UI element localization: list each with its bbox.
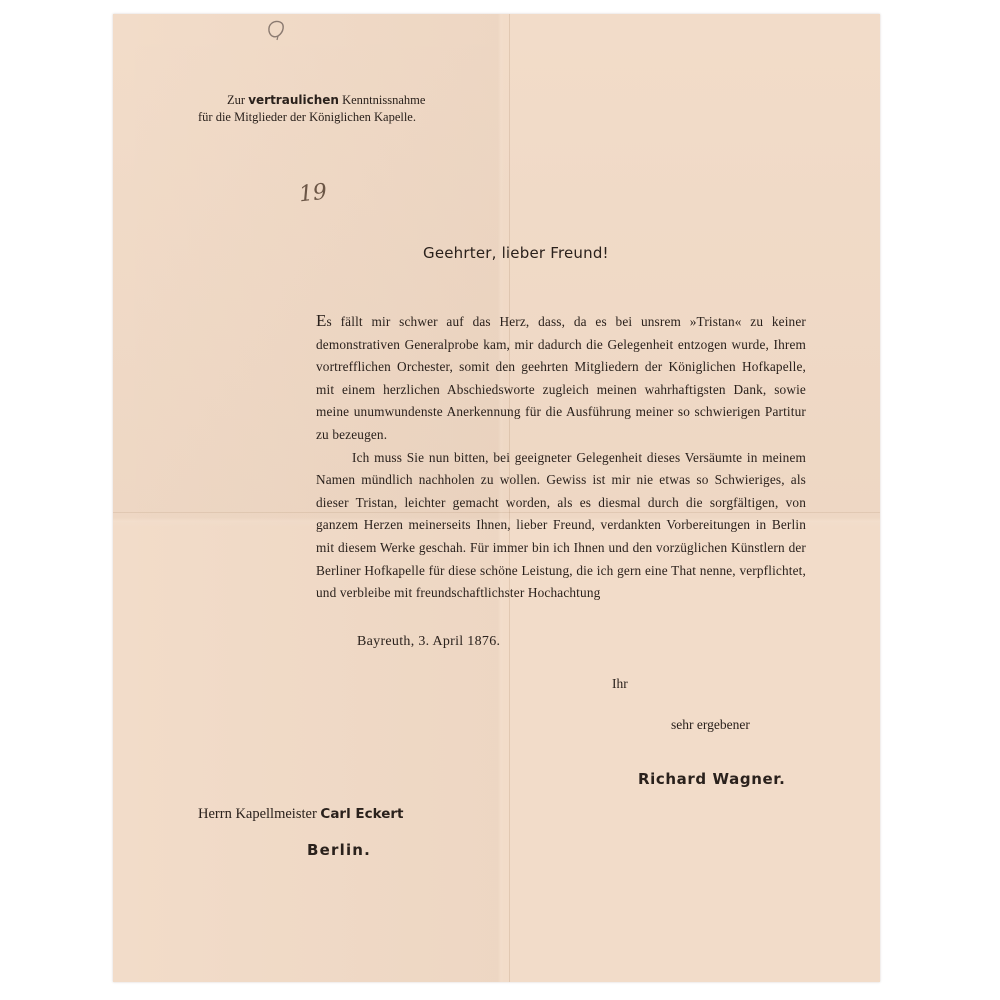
body-paragraph-1: [316, 310, 806, 447]
paragraph-1-text: s fällt mir schwer auf das Herz, dass, da es bei unsrem »Tristan« zu keiner demonstrativen Generalprobe kam, mir dadurch die Gelegenheit entzogen wurde, Ihrem vortrefflichen Orchester, somit den geehrten Mitgliedern der Königlichen Hofkapelle, mit einem herzlichen Abschiedsworte zugleich meinen wahrhaftigsten Dank, sowie meine unumwundenste Anerkennung für die Ausführung meiner so schwierigen Partitur zu bezeugen.: [316, 314, 806, 442]
letter-page: [113, 14, 880, 982]
recipient-name: Carl Eckert: [320, 806, 404, 822]
closing-ihr: Ihr: [612, 676, 628, 691]
place-date: Bayreuth, 3. April 1876.: [357, 634, 501, 649]
stamp-mark-icon: [264, 17, 288, 41]
header-line-1: [198, 92, 425, 109]
letter-body: [316, 310, 806, 605]
header-emphasis: vertraulichen: [248, 93, 339, 107]
signature: Richard Wagner.: [638, 770, 786, 788]
body-paragraph-2: Ich muss Sie nun bitten, bei geeigneter Gelegenheit dieses Versäumte in meinem Namen mündlich nachholen zu wollen. Gewiss ist mir nie etwas so Schwieriges, als dieser Tristan, leichter gemacht worden, als es diesmal durch die sorgfältigen, von ganzem Herzen meinerseits Ihnen, lieber Freund, verdankten Vorbereitungen in Berlin mit diesem Werke geschah. Für immer bin ich Ihnen und den vorzüglichen Künstlern der Berliner Hofkapelle für diese schöne Leistung, die ich gern eine That nenne, verpflichtet, und verbleibe mit freundschaftlichster Hochachtung: [316, 449, 806, 601]
recipient-city: Berlin.: [307, 841, 372, 859]
closing-ergebener: sehr ergebener: [671, 717, 750, 732]
recipient-prefix: Herrn Kapellmeister: [198, 806, 321, 822]
confidential-header: [198, 92, 425, 126]
header-suffix: Kenntnissnahme: [338, 93, 426, 107]
salutation: Geehrter, lieber Freund!: [423, 244, 609, 262]
dropcap: E: [316, 311, 327, 330]
header-prefix: Zur: [227, 93, 249, 107]
recipient-line: [198, 806, 404, 823]
header-line-2: für die Mitglieder der Königlichen Kapelle.: [198, 110, 416, 124]
handwritten-archive-number: 19: [297, 179, 329, 208]
